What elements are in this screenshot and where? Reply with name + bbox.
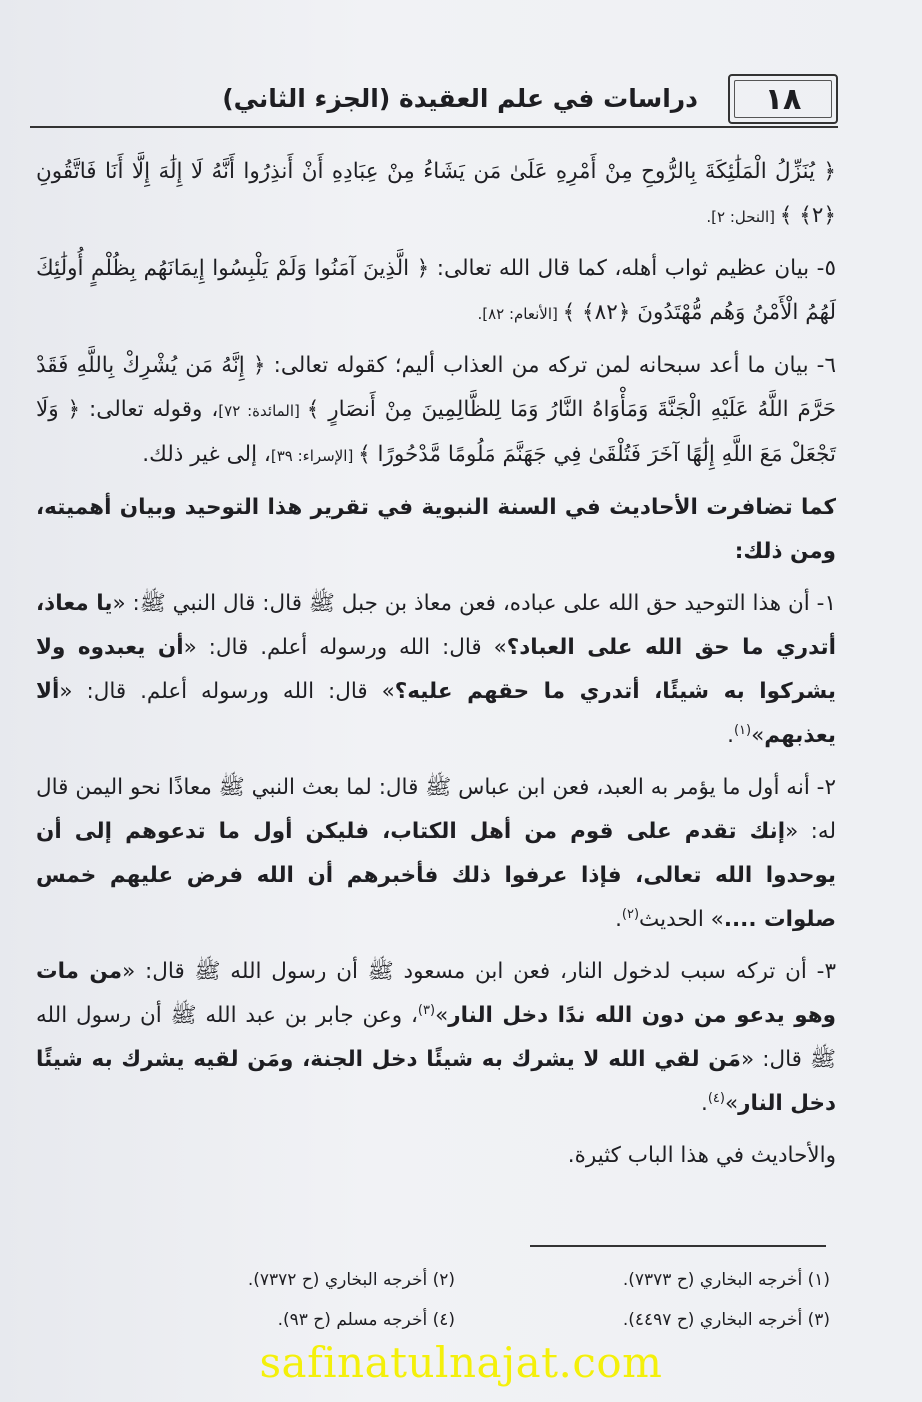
watermark: safinatulnajat.com (259, 1338, 663, 1387)
footnote-marker: (٣) (417, 1002, 436, 1018)
text-run: ١- أن هذا التوحيد حق الله على عباده، فعن معاذ بن جبل ﷺ قال: قال النبي ﷺ: « (112, 591, 836, 616)
hadith-text: ألا يعذبهم (36, 679, 836, 748)
text-run: ٦- بيان ما أعد سبحانه لمن تركه من العذاب أليم؛ كقوله تعالى: (265, 353, 836, 378)
page-number-frame (728, 74, 838, 124)
text-run: ، وعن جابر بن عبد الله ﷺ أن رسول الله ﷺ قال: « (36, 1003, 836, 1072)
page-number: ١٨ (764, 81, 802, 117)
paragraph (36, 950, 836, 1126)
paragraph (36, 766, 836, 942)
text-run: ، إلى غير ذلك. (142, 442, 271, 467)
book-title: دراسات في علم العقيدة (الجزء الثاني) (222, 84, 698, 113)
paragraph (36, 582, 836, 758)
text-run: » (435, 1003, 449, 1028)
text-run: والأحاديث في هذا الباب كثيرة. (567, 1143, 836, 1168)
text-run: ٣- أن تركه سبب لدخول النار، فعن ابن مسعود ﷺ أن رسول الله ﷺ قال: « (122, 959, 837, 984)
text-run: » قال: الله ورسوله أعلم. قال: « (59, 679, 395, 704)
verse-reference: [الإسراء: ٣٩] (270, 447, 359, 465)
hadith-text: يا معاذ، أتدري ما حق الله على العباد؟ (36, 591, 836, 660)
footnote-row (80, 1260, 830, 1300)
hadith-text: أن يعبدوه ولا يشركوا به شيئًا، أتدري ما حقهم عليه؟ (36, 635, 836, 704)
footnote-1: (١) أخرجه البخاري (ح ٧٣٧٣). (622, 1270, 830, 1290)
hadith-text: كما تضافرت الأحاديث في السنة النبوية في تقرير هذا التوحيد وبيان أهميته، ومن ذلك: (36, 495, 836, 564)
quran-verse: ﴿ إِنَّهُ مَن يُشْرِكْ بِاللَّهِ فَقَدْ حَرَّمَ اللَّهُ عَلَيْهِ الْجَنَّةَ وَمَأْوَاهُ النَّارُ وَمَا لِلظَّالِمِينَ مِنْ أَنصَارٍ ﴾ (36, 353, 836, 422)
footnotes (80, 1260, 830, 1340)
text-run: ٢- أنه أول ما يؤمر به العبد، فعن ابن عباس ﷺ قال: لما بعث النبي ﷺ معاذًا نحو اليمن قال له: « (36, 775, 837, 844)
body-text (36, 150, 836, 1186)
quran-verse: ﴿ وَلَا تَجْعَلْ مَعَ اللَّهِ إِلَٰهًا آخَرَ فَتُلْقَىٰ فِي جَهَنَّمَ مَلُومًا مَّدْحُورًا ﴾ (36, 397, 836, 467)
quran-verse: ﴿ يُنَزِّلُ الْمَلَٰئِكَةَ بِالرُّوحِ مِنْ أَمْرِهِ عَلَىٰ مَن يَشَاءُ مِنْ عِبَادِهِ أَنْ أَنذِرُوا أَنَّهُ لَا إِلَٰهَ إِلَّا أَنَا فَاتَّقُونِ ﴿٢﴾ ﴾ (36, 159, 836, 228)
verse-reference: [الأنعام: ٨٢]. (477, 305, 563, 323)
footnote-divider (530, 1245, 826, 1247)
header-divider (30, 126, 838, 128)
text-run: » (724, 1091, 739, 1116)
quran-verse: ﴿ الَّذِينَ آمَنُوا وَلَمْ يَلْبِسُوا إِيمَانَهُم بِظُلْمٍ أُولَٰئِكَ لَهُمُ الْأَمْنُ وَهُم مُّهْتَدُونَ ﴿٨٢﴾ ﴾ (36, 256, 836, 325)
text-run: » قال: الله ورسوله أعلم. قال: « (183, 635, 507, 660)
footnote-4: (٤) أخرجه مسلم (ح ٩٣). (277, 1310, 455, 1330)
footnote-marker: (١) (733, 722, 752, 738)
footnote-marker: (٤) (707, 1090, 725, 1106)
footnote-2: (٢) أخرجه البخاري (ح ٧٣٧٢). (247, 1270, 455, 1290)
hadith-text: إنك تقدم على قوم من أهل الكتاب، فليكن أول ما تدعوهم إلى أن يوحدوا الله تعالى، فإذا عرفوا ذلك فأخبرهم أن الله فرض عليهم خمس صلوات .... (36, 819, 836, 932)
paragraph (36, 486, 836, 574)
text-run: . (615, 907, 622, 932)
text-run: . (700, 1091, 708, 1116)
text-run: . (727, 723, 734, 748)
paragraph (36, 1134, 836, 1178)
verse-reference: [المائدة: ٧٢] (218, 402, 307, 420)
text-run: ٥- بيان عظيم ثواب أهله، كما قال الله تعالى: (429, 256, 837, 281)
footnote-marker: (٢) (621, 906, 640, 922)
text-run: » (751, 723, 765, 748)
hadith-text: من مات وهو يدعو من دون الله ندًا دخل النار (36, 959, 836, 1028)
footnote-row (80, 1300, 830, 1340)
page-header (30, 74, 838, 126)
paragraph (36, 247, 836, 336)
paragraph (36, 150, 836, 239)
verse-reference: [النحل: ٢]. (706, 208, 780, 226)
text-run: » الحديث (639, 907, 724, 932)
footnote-3: (٣) أخرجه البخاري (ح ٤٤٩٧). (622, 1310, 830, 1330)
text-run: ، وقوله تعالى: (80, 397, 219, 422)
hadith-text: مَن لقي الله لا يشرك به شيئًا دخل الجنة، ومَن لقيه يشرك به شيئًا دخل النار (36, 1047, 836, 1116)
paragraph (36, 344, 836, 478)
